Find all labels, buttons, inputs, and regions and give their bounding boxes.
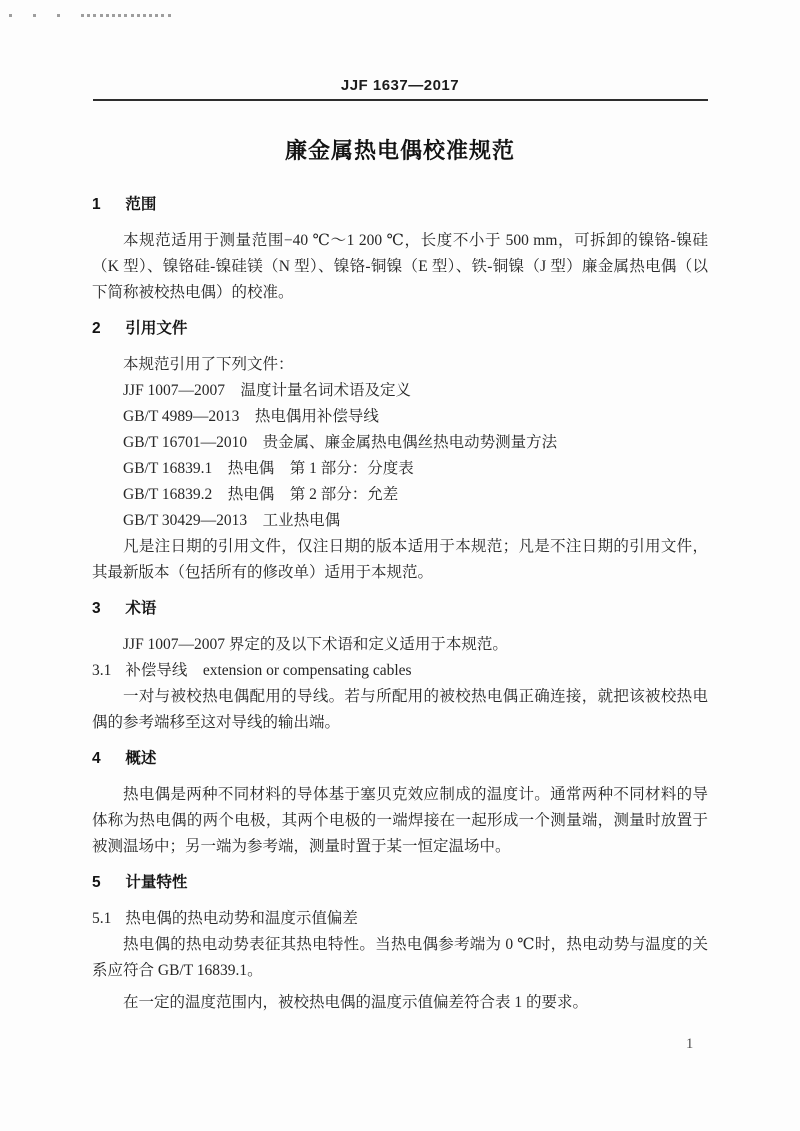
binding-dot (112, 14, 115, 17)
binding-dot (93, 14, 96, 17)
section-title: 概述 (125, 750, 157, 767)
subsection-number: 5.1 (92, 910, 112, 927)
binding-dots (9, 13, 174, 17)
subsection-title: 热电偶的热电动势和温度示值偏差 (125, 910, 358, 927)
binding-dot (106, 14, 109, 17)
binding-dot (161, 14, 164, 17)
binding-dot (57, 14, 60, 17)
running-head (0, 77, 800, 94)
doc-code: JJF 1637—2017 (340, 77, 460, 94)
section-heading-terms (92, 598, 708, 619)
binding-dot (33, 14, 36, 17)
section-number: 3 (92, 600, 101, 617)
reference-item: GB/T 30429—2013 工业热电偶 (123, 512, 341, 529)
section-number: 4 (92, 750, 101, 767)
section-title: 计量特性 (125, 874, 188, 891)
term-entry-heading (92, 658, 708, 684)
section-heading-metrological-characteristics (92, 872, 708, 893)
doc-title: 廉金属热电偶校准规范 (284, 138, 515, 163)
section-number: 5 (92, 874, 101, 891)
binding-dot (143, 14, 146, 17)
section-number: 1 (92, 196, 101, 213)
binding-dot (155, 14, 158, 17)
reference-item: JJF 1007—2007 温度计量名词术语及定义 (123, 382, 412, 399)
page-number: 1 (686, 1036, 694, 1052)
binding-dot (149, 14, 152, 17)
term-definition: 一对与被校热电偶配用的导线。若与所配用的被校热电偶正确连接，就把该被校热电偶的参考端移至这对导线的输出端。 (92, 688, 708, 731)
binding-dot (131, 14, 134, 17)
term-name-zh: 补偿导线 (125, 662, 188, 679)
section-title: 术语 (125, 600, 157, 617)
references-intro: 本规范引用了下列文件： (123, 356, 294, 373)
section-title: 范围 (125, 196, 157, 213)
reference-item: GB/T 16701—2010 贵金属、廉金属热电偶丝热电动势测量方法 (123, 434, 558, 451)
document-body (92, 194, 708, 1016)
binding-dot (118, 14, 121, 17)
term-name-en: extension or compensating cables (202, 662, 412, 679)
binding-dot (137, 14, 140, 17)
binding-dot (168, 14, 171, 17)
header-rule (93, 99, 708, 101)
term-number: 3.1 (92, 662, 112, 679)
section-number: 2 (92, 320, 101, 337)
section-title: 引用文件 (125, 320, 188, 337)
binding-dot (100, 14, 103, 17)
scope-paragraph: 本规范适用于测量范围−40 ℃～1 200 ℃，长度不小于 500 mm，可拆卸的镍铬-镍硅（K 型）、镍铬硅-镍硅镁（N 型）、镍铬-铜镍（E 型）、铁-铜镍（J 型）廉金属热电偶（以下简称被校热电偶）的校准。 (92, 232, 708, 301)
binding-dot (9, 14, 12, 17)
section-heading-overview (92, 748, 708, 769)
section-heading-references (92, 318, 708, 339)
overview-paragraph: 热电偶是两种不同材料的导体基于塞贝克效应制成的温度计。通常两种不同材料的导体称为热电偶的两个电极，其两个电极的一端焊接在一起形成一个测量端，测量时放置于被测温场中；另一端为参考端，测量时置于某一恒定温场中。 (92, 786, 708, 855)
reference-item: GB/T 4989—2013 热电偶用补偿导线 (123, 408, 379, 425)
emf-paragraph: 热电偶的热电动势表征其热电特性。当热电偶参考端为 0 ℃时，热电动势与温度的关系应符合 GB/T 16839.1。 (92, 936, 708, 979)
deviation-paragraph: 在一定的温度范围内，被校热电偶的温度示值偏差符合表 1 的要求。 (123, 994, 589, 1011)
binding-dot (81, 14, 84, 17)
binding-dot (87, 14, 90, 17)
section-heading-scope (92, 194, 708, 215)
binding-dot (124, 14, 127, 17)
dated-reference-note: 凡是注日期的引用文件，仅注日期的版本适用于本规范；凡是不注日期的引用文件，其最新版本（包括所有的修改单）适用于本规范。 (92, 538, 708, 581)
reference-item: GB/T 16839.2 热电偶 第 2 部分：允差 (123, 486, 399, 503)
subsection-heading-emf-deviation (92, 906, 708, 932)
reference-item: GB/T 16839.1 热电偶 第 1 部分：分度表 (123, 460, 414, 477)
terms-intro: JJF 1007—2007 界定的及以下术语和定义适用于本规范。 (123, 636, 508, 653)
